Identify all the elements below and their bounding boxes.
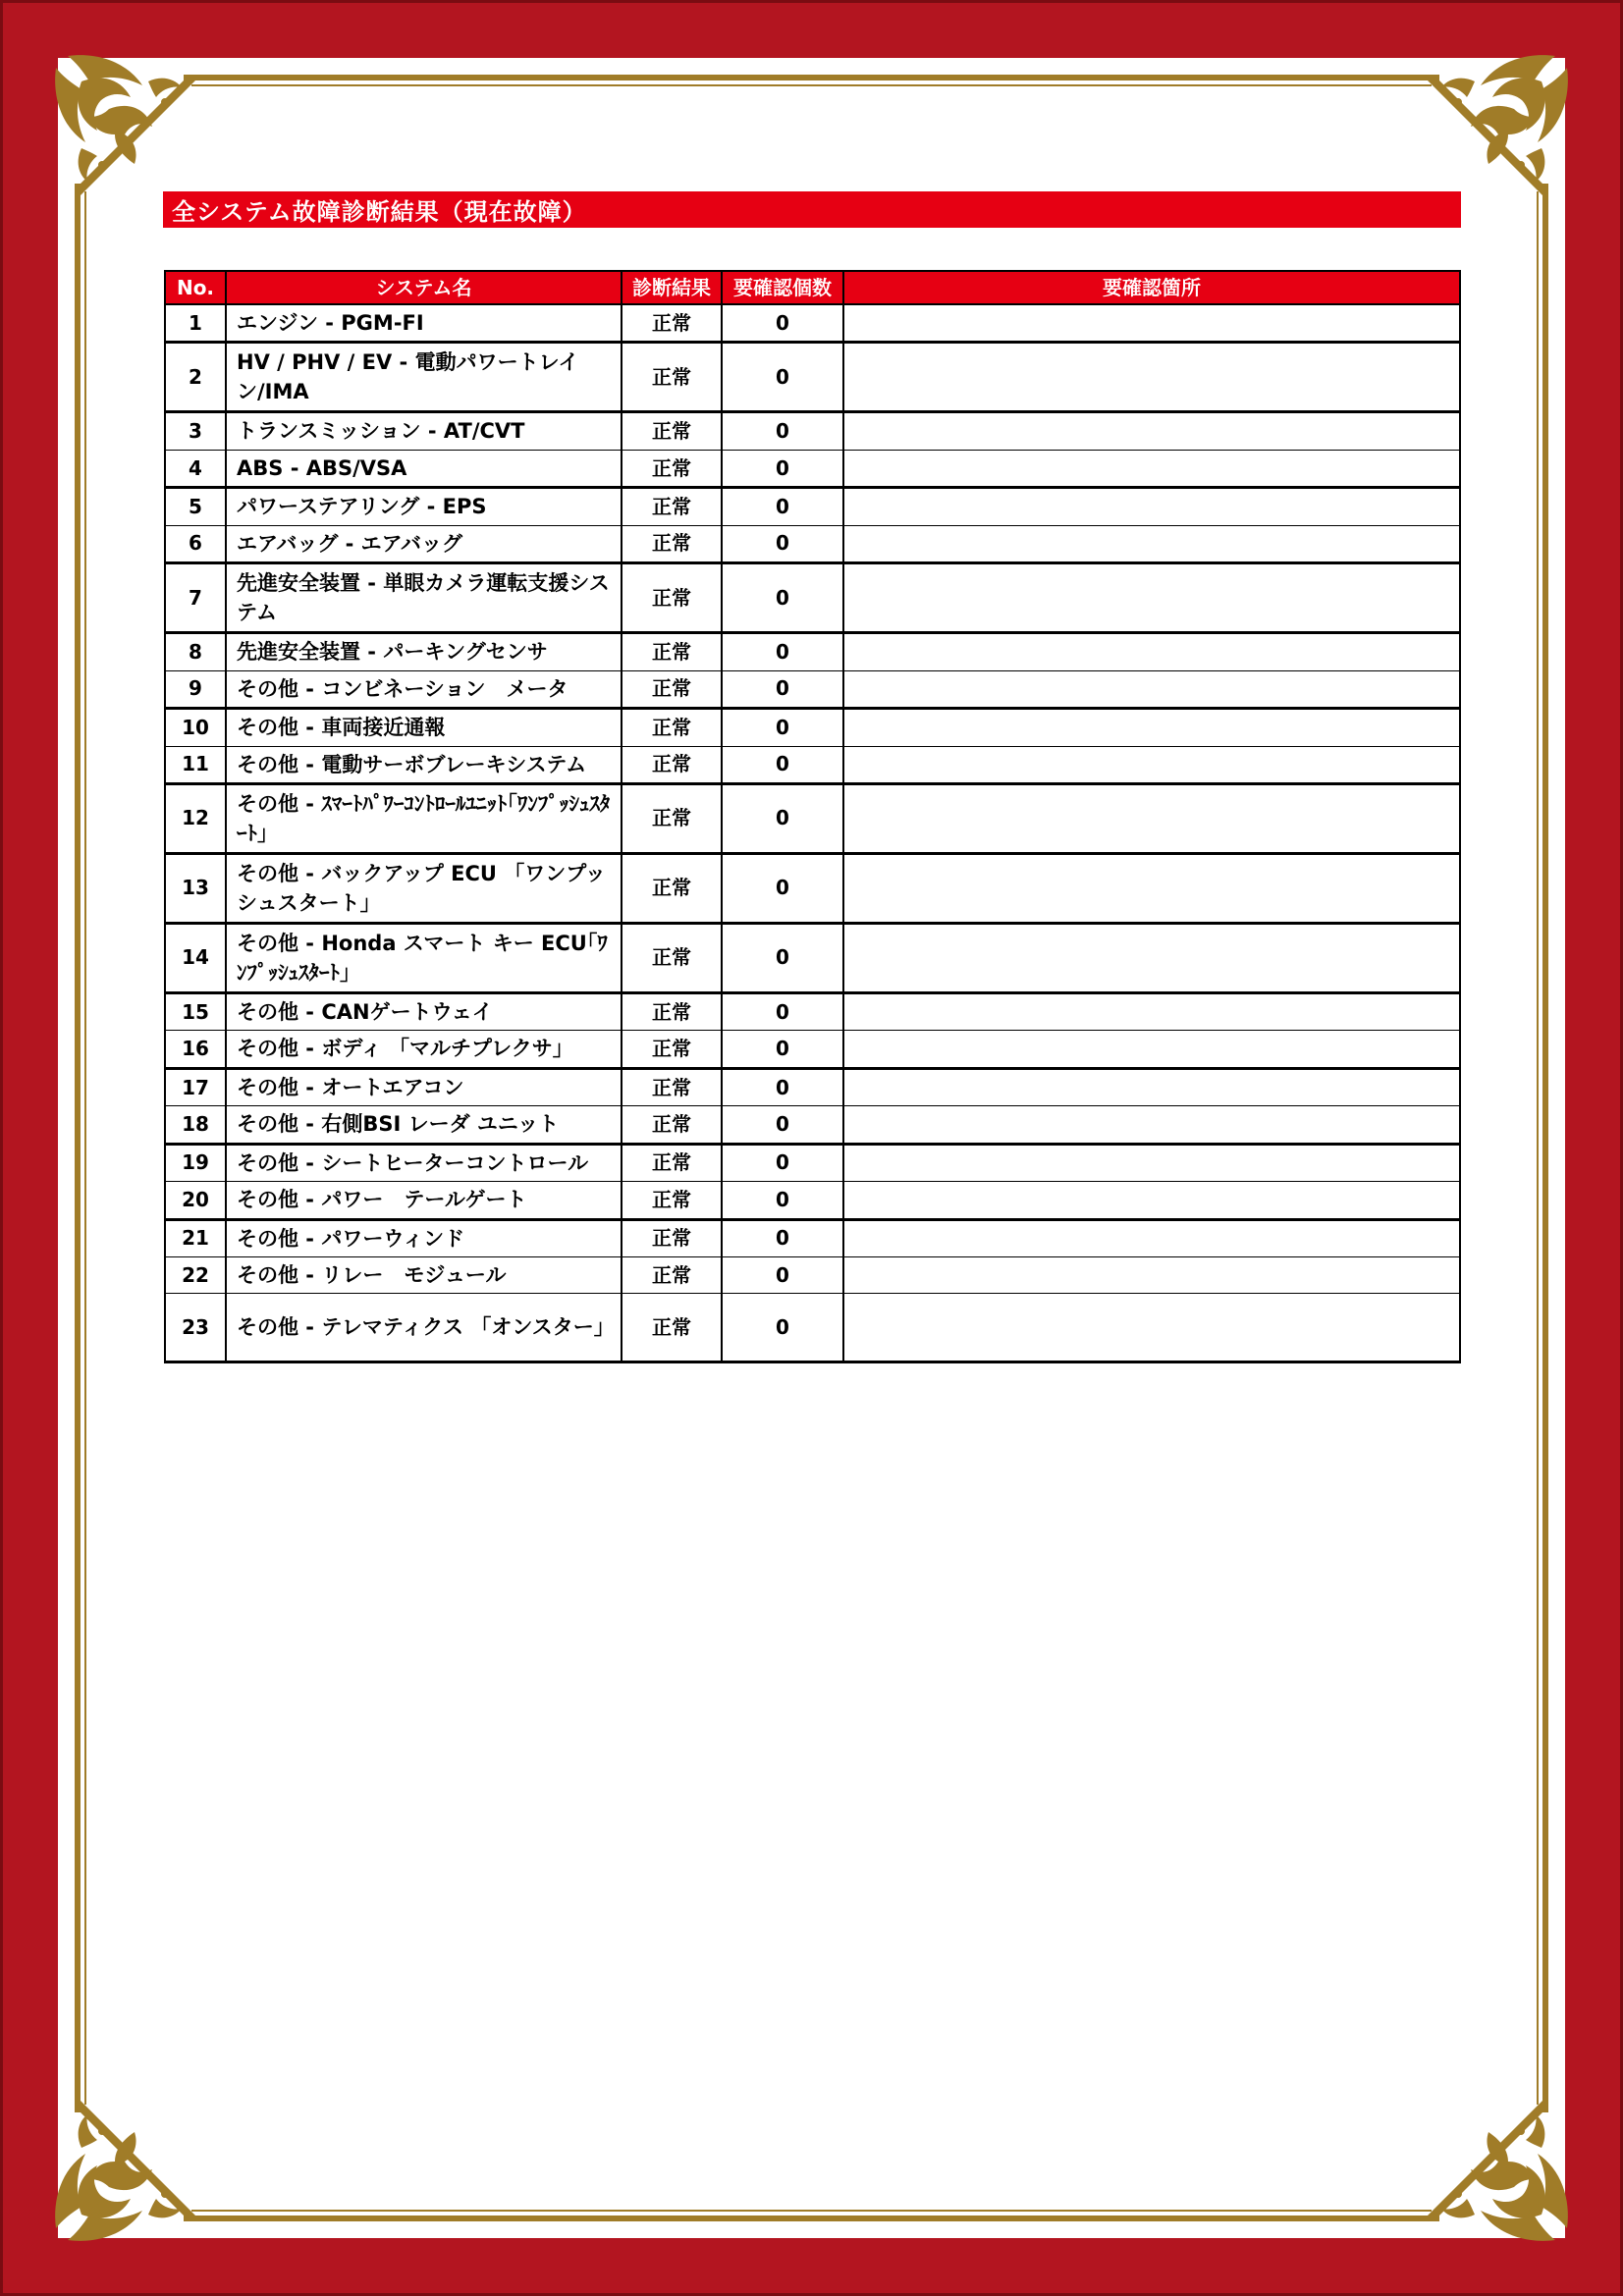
table-row xyxy=(166,489,1459,525)
row-number-cell-text: 16 xyxy=(182,1037,209,1061)
check-count-cell xyxy=(723,564,844,631)
row-number-cell xyxy=(166,1106,227,1142)
diagnosis-result-cell-text: 正常 xyxy=(652,752,691,776)
table-row xyxy=(166,855,1459,925)
system-name-cell-text: パワーステアリング - EPS xyxy=(237,495,487,519)
check-location-cell xyxy=(844,710,1459,745)
header-check-count xyxy=(723,272,844,303)
diagnosis-result-cell xyxy=(622,634,723,669)
check-count-cell-text: 0 xyxy=(776,364,789,389)
system-name-cell-text: その他 - CANゲートウェイ xyxy=(237,999,493,1024)
header-no-label: No. xyxy=(176,275,215,299)
diagnosis-result-cell-text: 正常 xyxy=(652,1226,691,1251)
system-name-cell-text: トランスミッション - AT/CVT xyxy=(237,419,525,444)
check-location-cell xyxy=(844,526,1459,561)
check-location-cell xyxy=(844,1106,1459,1142)
system-name-cell-text: その他 - Honda スマート キー ECU｢ﾜﾝﾌﾟｯｼｭｽﾀｰﾄ｣ xyxy=(237,931,608,985)
gold-frame-line xyxy=(84,213,86,2083)
table-row xyxy=(166,747,1459,785)
row-number-cell xyxy=(166,526,227,561)
check-location-cell xyxy=(844,1257,1459,1293)
check-count-cell-text: 0 xyxy=(776,715,789,739)
table-row xyxy=(166,925,1459,994)
check-count-cell-text: 0 xyxy=(776,752,789,776)
system-name-cell xyxy=(227,344,622,410)
table-row xyxy=(166,305,1459,344)
diagnosis-result-cell-text: 正常 xyxy=(652,310,691,335)
check-count-cell-text: 0 xyxy=(776,1111,789,1136)
system-name-cell-text: エンジン - PGM-FI xyxy=(237,311,424,335)
row-number-cell xyxy=(166,305,227,341)
diagnosis-result-cell-text: 正常 xyxy=(652,945,691,970)
diagnosis-result-cell xyxy=(622,785,723,852)
check-count-cell xyxy=(723,1070,844,1105)
check-count-cell xyxy=(723,994,844,1030)
row-number-cell-text: 4 xyxy=(189,455,202,480)
row-number-cell-text: 8 xyxy=(189,639,202,664)
check-location-cell xyxy=(844,855,1459,922)
check-location-cell xyxy=(844,925,1459,991)
diagnosis-result-cell xyxy=(622,526,723,561)
diagnosis-result-cell xyxy=(622,671,723,707)
diagnosis-result-cell-text: 正常 xyxy=(652,419,691,444)
table-row xyxy=(166,564,1459,634)
system-name-cell-text: その他 - シートヒーターコントロール xyxy=(237,1150,589,1175)
check-location-cell xyxy=(844,1031,1459,1066)
table-row xyxy=(166,1294,1459,1361)
system-name-cell xyxy=(227,1146,622,1181)
check-count-cell-text: 0 xyxy=(776,419,789,444)
row-number-cell xyxy=(166,489,227,524)
system-name-cell-text: ABS - ABS/VSA xyxy=(237,455,407,480)
row-number-cell-text: 5 xyxy=(189,495,202,519)
table-row xyxy=(166,451,1459,489)
table-row xyxy=(166,785,1459,855)
system-name-cell-text: その他 - ｽﾏｰﾄﾊﾟﾜｰｺﾝﾄﾛｰﾙﾕﾆｯﾄ｢ﾜﾝﾌﾟｯｼｭｽﾀｰﾄ｣ xyxy=(237,791,611,845)
row-number-cell xyxy=(166,747,227,782)
check-count-cell xyxy=(723,1031,844,1066)
table-row xyxy=(166,1070,1459,1106)
check-count-cell xyxy=(723,305,844,341)
row-number-cell-text: 15 xyxy=(182,999,209,1024)
row-number-cell-text: 2 xyxy=(189,364,202,389)
check-count-cell xyxy=(723,526,844,561)
diagnosis-result-cell xyxy=(622,564,723,631)
report-title-banner xyxy=(163,191,1461,228)
row-number-cell xyxy=(166,1031,227,1066)
system-name-cell xyxy=(227,710,622,745)
table-row xyxy=(166,1182,1459,1220)
diagnosis-result-cell xyxy=(622,1070,723,1105)
table-row xyxy=(166,1106,1459,1145)
report-title: 全システム故障診断結果（現在故障） xyxy=(172,198,587,226)
system-name-cell xyxy=(227,1031,622,1066)
check-count-cell-text: 0 xyxy=(776,585,789,610)
row-number-cell xyxy=(166,1221,227,1256)
table-row xyxy=(166,671,1459,710)
check-location-cell xyxy=(844,413,1459,449)
corner-flourish-icon xyxy=(46,2083,213,2250)
row-number-cell-text: 23 xyxy=(182,1314,209,1339)
diagnosis-result-cell-text: 正常 xyxy=(652,495,691,519)
check-count-cell-text: 0 xyxy=(776,999,789,1024)
diagnosis-result-cell-text: 正常 xyxy=(652,585,691,610)
system-name-cell-text: その他 - 車両接近通報 xyxy=(237,716,446,740)
check-count-cell xyxy=(723,855,844,922)
row-number-cell xyxy=(166,785,227,852)
row-number-cell xyxy=(166,634,227,669)
check-count-cell xyxy=(723,785,844,852)
table-header-row xyxy=(166,272,1459,305)
diagnosis-result-cell xyxy=(622,994,723,1030)
row-number-cell xyxy=(166,1294,227,1361)
system-name-cell xyxy=(227,671,622,707)
diagnosis-result-cell-text: 正常 xyxy=(652,1150,691,1175)
table-row xyxy=(166,1221,1459,1257)
check-count-cell-text: 0 xyxy=(776,1150,789,1175)
corner-flourish-icon xyxy=(1410,2083,1577,2250)
diagnosis-result-cell xyxy=(622,1294,723,1361)
row-number-cell xyxy=(166,1182,227,1217)
check-count-cell xyxy=(723,1182,844,1217)
header-system-name xyxy=(227,272,622,303)
header-check-location xyxy=(844,272,1459,303)
check-location-cell xyxy=(844,564,1459,631)
row-number-cell xyxy=(166,344,227,410)
row-number-cell xyxy=(166,1257,227,1293)
system-name-cell xyxy=(227,1257,622,1293)
header-check-location-label: 要確認箇所 xyxy=(1103,275,1201,299)
diagnosis-result-cell xyxy=(622,1221,723,1256)
row-number-cell-text: 20 xyxy=(182,1187,209,1211)
diagnosis-result-cell xyxy=(622,305,723,341)
check-location-cell xyxy=(844,747,1459,782)
check-count-cell-text: 0 xyxy=(776,1075,789,1099)
check-count-cell-text: 0 xyxy=(776,1226,789,1251)
system-name-cell-text: その他 - テレマティクス 「オンスター」 xyxy=(237,1315,615,1340)
row-number-cell xyxy=(166,710,227,745)
row-number-cell-text: 17 xyxy=(182,1075,209,1099)
gold-frame-line xyxy=(213,84,1410,86)
system-name-cell-text: エアバッグ - エアバッグ xyxy=(237,531,462,556)
row-number-cell-text: 11 xyxy=(182,752,209,776)
check-count-cell-text: 0 xyxy=(776,1187,789,1211)
check-count-cell xyxy=(723,489,844,524)
check-count-cell xyxy=(723,413,844,449)
diagnosis-result-cell xyxy=(622,1257,723,1293)
system-name-cell-text: その他 - 電動サーボブレーキシステム xyxy=(237,752,587,776)
row-number-cell-text: 1 xyxy=(189,310,202,335)
row-number-cell-text: 14 xyxy=(182,945,209,970)
table-body xyxy=(166,305,1459,1361)
check-count-cell xyxy=(723,925,844,991)
check-location-cell xyxy=(844,994,1459,1030)
diagnosis-result-cell xyxy=(622,489,723,524)
corner-flourish-icon xyxy=(1410,46,1577,213)
gold-frame-line xyxy=(213,2216,1410,2221)
system-name-cell xyxy=(227,305,622,341)
system-name-cell-text: HV / PHV / EV - 電動パワートレイン/IMA xyxy=(237,350,579,404)
row-number-cell xyxy=(166,564,227,631)
system-name-cell xyxy=(227,451,622,486)
diagnosis-result-cell-text: 正常 xyxy=(652,455,691,480)
diagnosis-result-table xyxy=(164,270,1461,1363)
row-number-cell-text: 6 xyxy=(189,531,202,556)
check-location-cell xyxy=(844,671,1459,707)
system-name-cell-text: 先進安全装置 - パーキングセンサ xyxy=(237,640,548,665)
system-name-cell xyxy=(227,855,622,922)
diagnosis-result-cell xyxy=(622,1106,723,1142)
table-row xyxy=(166,1257,1459,1294)
check-count-cell-text: 0 xyxy=(776,639,789,664)
diagnosis-result-cell-text: 正常 xyxy=(652,806,691,830)
check-count-cell-text: 0 xyxy=(776,455,789,480)
diagnosis-result-cell xyxy=(622,1182,723,1217)
diagnosis-result-cell-text: 正常 xyxy=(652,1187,691,1211)
check-location-cell xyxy=(844,305,1459,341)
diagnosis-result-cell-text: 正常 xyxy=(652,676,691,701)
system-name-cell-text: その他 - パワー テールゲート xyxy=(237,1188,527,1212)
check-count-cell-text: 0 xyxy=(776,876,789,900)
system-name-cell xyxy=(227,526,622,561)
table-row xyxy=(166,710,1459,746)
row-number-cell-text: 13 xyxy=(182,876,209,900)
row-number-cell-text: 22 xyxy=(182,1262,209,1287)
system-name-cell xyxy=(227,1182,622,1217)
check-location-cell xyxy=(844,1146,1459,1181)
check-count-cell-text: 0 xyxy=(776,310,789,335)
table-row xyxy=(166,994,1459,1031)
system-name-cell-text: その他 - リレー モジュール xyxy=(237,1263,507,1287)
header-diagnosis-result-label: 診断結果 xyxy=(632,275,711,299)
header-no xyxy=(166,272,227,303)
diagnosis-result-cell xyxy=(622,451,723,486)
system-name-cell xyxy=(227,413,622,449)
row-number-cell xyxy=(166,855,227,922)
row-number-cell-text: 12 xyxy=(182,806,209,830)
header-system-name-label: システム名 xyxy=(375,275,472,299)
gold-frame-line xyxy=(1542,213,1548,2083)
system-name-cell-text: その他 - オートエアコン xyxy=(237,1075,464,1099)
check-location-cell xyxy=(844,451,1459,486)
row-number-cell xyxy=(166,451,227,486)
check-count-cell-text: 0 xyxy=(776,1314,789,1339)
check-location-cell xyxy=(844,1070,1459,1105)
system-name-cell xyxy=(227,1294,622,1361)
check-location-cell xyxy=(844,634,1459,669)
row-number-cell-text: 18 xyxy=(182,1111,209,1136)
row-number-cell-text: 21 xyxy=(182,1226,209,1251)
check-count-cell xyxy=(723,344,844,410)
check-location-cell xyxy=(844,1221,1459,1256)
diagnosis-result-cell-text: 正常 xyxy=(652,364,691,389)
check-count-cell-text: 0 xyxy=(776,1262,789,1287)
system-name-cell xyxy=(227,1106,622,1142)
table-row xyxy=(166,344,1459,413)
diagnosis-result-cell-text: 正常 xyxy=(652,531,691,556)
system-name-cell xyxy=(227,785,622,852)
check-count-cell-text: 0 xyxy=(776,495,789,519)
check-count-cell xyxy=(723,1257,844,1293)
table-row xyxy=(166,526,1459,564)
diagnosis-result-cell xyxy=(622,1031,723,1066)
diagnosis-result-cell-text: 正常 xyxy=(652,639,691,664)
diagnosis-result-cell xyxy=(622,855,723,922)
diagnosis-result-cell-text: 正常 xyxy=(652,1314,691,1339)
gold-frame-line xyxy=(213,75,1410,80)
system-name-cell xyxy=(227,634,622,669)
check-location-cell xyxy=(844,785,1459,852)
diagnosis-result-cell xyxy=(622,344,723,410)
check-count-cell xyxy=(723,671,844,707)
system-name-cell xyxy=(227,1070,622,1105)
system-name-cell xyxy=(227,994,622,1030)
diagnosis-result-cell xyxy=(622,413,723,449)
check-count-cell-text: 0 xyxy=(776,676,789,701)
check-count-cell xyxy=(723,1221,844,1256)
row-number-cell xyxy=(166,994,227,1030)
gold-frame-line xyxy=(213,2210,1410,2212)
diagnosis-result-cell-text: 正常 xyxy=(652,1262,691,1287)
check-location-cell xyxy=(844,344,1459,410)
system-name-cell-text: その他 - パワーウィンド xyxy=(237,1226,465,1251)
check-count-cell xyxy=(723,710,844,745)
check-count-cell xyxy=(723,1294,844,1361)
diagnosis-result-cell-text: 正常 xyxy=(652,1111,691,1136)
diagnosis-result-cell-text: 正常 xyxy=(652,1075,691,1099)
row-number-cell-text: 10 xyxy=(182,715,209,739)
system-name-cell xyxy=(227,564,622,631)
diagnosis-result-cell xyxy=(622,710,723,745)
diagnosis-result-cell-text: 正常 xyxy=(652,999,691,1024)
system-name-cell-text: その他 - ボディ 「マルチプレクサ」 xyxy=(237,1037,573,1061)
header-check-count-label: 要確認個数 xyxy=(733,275,832,299)
row-number-cell-text: 19 xyxy=(182,1150,209,1175)
diagnosis-result-cell-text: 正常 xyxy=(652,715,691,739)
gold-frame-line xyxy=(1537,213,1539,2083)
diagnosis-result-cell-text: 正常 xyxy=(652,1037,691,1061)
table-row xyxy=(166,634,1459,670)
row-number-cell xyxy=(166,413,227,449)
diagnosis-result-cell xyxy=(622,1146,723,1181)
system-name-cell-text: その他 - 右側BSI レーダ ユニット xyxy=(237,1112,560,1137)
table-row xyxy=(166,1031,1459,1069)
row-number-cell xyxy=(166,1070,227,1105)
system-name-cell-text: 先進安全装置 - 単眼カメラ運転支援システム xyxy=(237,570,610,625)
system-name-cell-text: その他 - バックアップ ECU 「ワンプッシュスタート」 xyxy=(237,861,606,915)
header-diagnosis-result xyxy=(622,272,723,303)
check-count-cell-text: 0 xyxy=(776,945,789,970)
system-name-cell xyxy=(227,489,622,524)
system-name-cell xyxy=(227,1221,622,1256)
check-count-cell-text: 0 xyxy=(776,531,789,556)
gold-frame-line xyxy=(75,213,81,2083)
check-count-cell-text: 0 xyxy=(776,1037,789,1061)
check-location-cell xyxy=(844,489,1459,524)
check-count-cell xyxy=(723,747,844,782)
check-location-cell xyxy=(844,1294,1459,1361)
check-count-cell xyxy=(723,634,844,669)
row-number-cell xyxy=(166,1146,227,1181)
check-count-cell-text: 0 xyxy=(776,806,789,830)
system-name-cell-text: その他 - コンビネーション メータ xyxy=(237,676,568,701)
system-name-cell xyxy=(227,925,622,991)
check-count-cell xyxy=(723,451,844,486)
table-row xyxy=(166,413,1459,450)
table-row xyxy=(166,1146,1459,1182)
diagnosis-result-cell xyxy=(622,747,723,782)
check-count-cell xyxy=(723,1146,844,1181)
row-number-cell-text: 7 xyxy=(189,585,202,610)
row-number-cell xyxy=(166,671,227,707)
diagnosis-result-cell xyxy=(622,925,723,991)
corner-flourish-icon xyxy=(46,46,213,213)
row-number-cell-text: 9 xyxy=(189,676,202,701)
row-number-cell-text: 3 xyxy=(189,419,202,444)
check-location-cell xyxy=(844,1182,1459,1217)
diagnosis-result-cell-text: 正常 xyxy=(652,876,691,900)
row-number-cell xyxy=(166,925,227,991)
check-count-cell xyxy=(723,1106,844,1142)
system-name-cell xyxy=(227,747,622,782)
